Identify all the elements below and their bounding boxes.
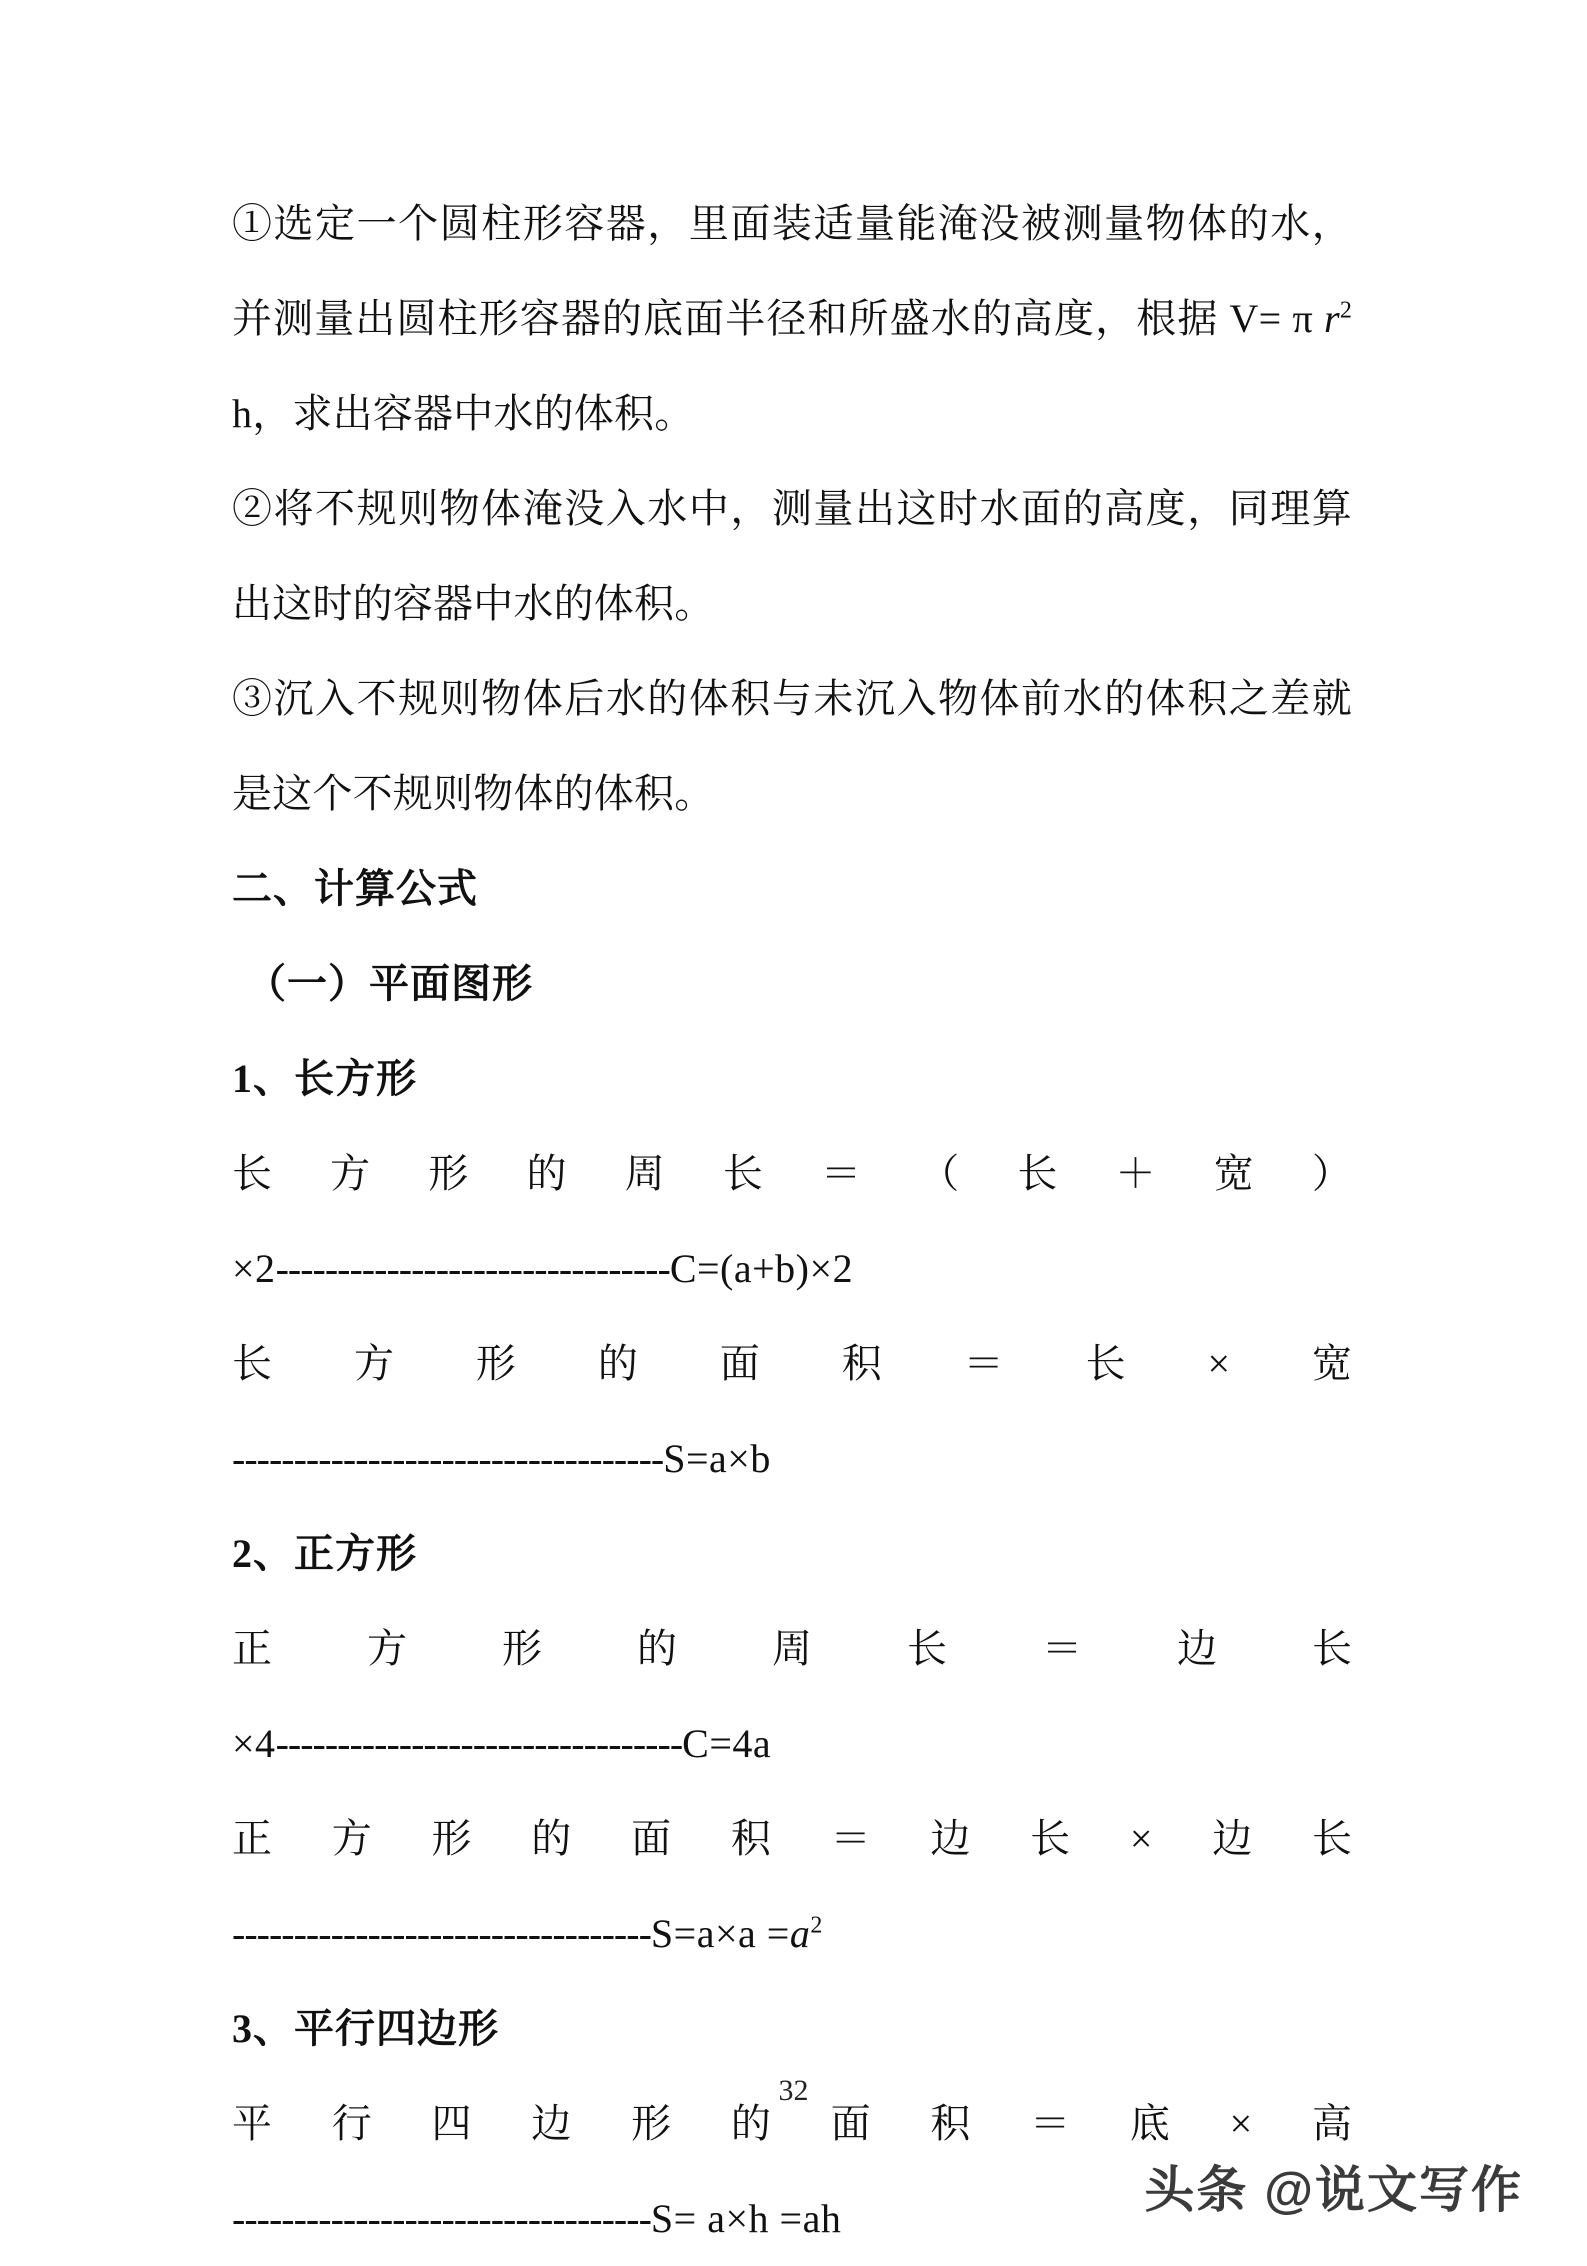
formula-char: 方 bbox=[330, 1151, 371, 1196]
rectangle-area-result: S=a×b bbox=[663, 1436, 771, 1481]
formula-char: 形 bbox=[431, 1816, 472, 1861]
formula-char: 长 bbox=[1030, 1816, 1071, 1861]
formula-char: × bbox=[1129, 1816, 1153, 1861]
formula-dash-leader: ---------------------------------- bbox=[232, 1911, 651, 1956]
formula-char: 的 bbox=[597, 1341, 638, 1386]
formula-char: × bbox=[1207, 1341, 1231, 1386]
formula-pi-symbol: π bbox=[1292, 296, 1313, 341]
formula-char: 周 bbox=[772, 1626, 812, 1671]
formula-char: 的 bbox=[637, 1626, 677, 1671]
square-perimeter-words bbox=[232, 1601, 1352, 1696]
formula-char: 的 bbox=[730, 2101, 771, 2146]
formula-char: 的 bbox=[526, 1151, 567, 1196]
formula-char: 行 bbox=[331, 2101, 372, 2146]
formula-char: 边 bbox=[1177, 1626, 1217, 1671]
formula-char: 宽 bbox=[1312, 1341, 1352, 1386]
formula-char: 积 bbox=[841, 1341, 882, 1386]
formula-char: 长 bbox=[722, 1151, 763, 1196]
formula-char: 长 bbox=[907, 1626, 947, 1671]
formula-char: 形 bbox=[502, 1626, 542, 1671]
formula-char: ＝ bbox=[1030, 2101, 1071, 2146]
formula-char: 长 bbox=[232, 1341, 272, 1386]
square-area-result-base: a bbox=[789, 1911, 811, 1956]
formula-char: 高 bbox=[1311, 2101, 1352, 2146]
shape-heading-parallelogram: 3、平行四边形 bbox=[232, 2006, 499, 2051]
formula-char: 的 bbox=[531, 1816, 572, 1861]
square-area-result-line bbox=[232, 1886, 1352, 1981]
formula-tail-prefix: ×2 bbox=[232, 1246, 276, 1291]
formula-char: 四 bbox=[431, 2101, 472, 2146]
formula-char: 积 bbox=[930, 2101, 971, 2146]
formula-char: 边 bbox=[531, 2101, 572, 2146]
method-step-1 bbox=[232, 176, 1352, 461]
method-step-3: ③沉入不规则物体后水的体积与未沉入物体前水的体积之差就是这个不规则物体的体积。 bbox=[232, 676, 1352, 816]
formula-char: 长 bbox=[1085, 1341, 1126, 1386]
formula-char: 方 bbox=[367, 1626, 407, 1671]
formula-char: 面 bbox=[719, 1341, 760, 1386]
formula-char: ） bbox=[1311, 1151, 1352, 1196]
formula-char: 方 bbox=[331, 1816, 372, 1861]
formula-char: 宽 bbox=[1213, 1151, 1254, 1196]
document-body bbox=[232, 176, 1352, 2266]
method-step-2: ②将不规则物体淹没入水中，测量出这时水面的高度，同理算出这时的容器中水的体积。 bbox=[232, 486, 1352, 626]
formula-char: 长 bbox=[1017, 1151, 1058, 1196]
square-area-result-exponent: 2 bbox=[810, 1912, 823, 1939]
formula-char: 积 bbox=[730, 1816, 771, 1861]
formula-dash-leader: ---------------------------------- bbox=[232, 2196, 651, 2241]
formula-radius-variable: r bbox=[1324, 296, 1340, 341]
watermark-toutiao: 头条 @说文写作 bbox=[1144, 2162, 1523, 2218]
rectangle-area-words bbox=[232, 1316, 1352, 1411]
square-perimeter-result-line bbox=[232, 1696, 1352, 1791]
formula-height-variable: h bbox=[232, 391, 253, 436]
formula-char: （ bbox=[919, 1151, 960, 1196]
rectangle-perimeter-result: C=(a+b)×2 bbox=[669, 1246, 854, 1291]
square-area-result: S=a×a = bbox=[650, 1911, 790, 1956]
formula-char: 平 bbox=[232, 2101, 272, 2146]
formula-char: 面 bbox=[830, 2101, 871, 2146]
formula-char: ＝ bbox=[963, 1341, 1004, 1386]
formula-char: 面 bbox=[631, 1816, 672, 1861]
formula-char: 长 bbox=[1312, 1626, 1352, 1671]
shape-heading-square: 2、正方形 bbox=[232, 1531, 417, 1576]
formula-char: 形 bbox=[631, 2101, 672, 2146]
formula-char: 长 bbox=[1311, 1816, 1352, 1861]
rectangle-perimeter-words bbox=[232, 1126, 1352, 1221]
formula-char: 方 bbox=[353, 1341, 394, 1386]
formula-char: ＋ bbox=[1115, 1151, 1156, 1196]
step-1-text-after-formula: ，求出容器中水的体积。 bbox=[252, 391, 695, 436]
formula-char: 形 bbox=[475, 1341, 516, 1386]
square-area-words bbox=[232, 1791, 1352, 1886]
formula-char: 边 bbox=[1212, 1816, 1253, 1861]
formula-char: ＝ bbox=[830, 1816, 871, 1861]
formula-exponent-two: 2 bbox=[1339, 297, 1353, 324]
formula-tail-prefix: ×4 bbox=[232, 1721, 276, 1766]
formula-dash-leader: -------------------------------- bbox=[275, 1246, 670, 1291]
formula-dash-leader: ----------------------------------- bbox=[232, 1436, 664, 1481]
rectangle-perimeter-result-line bbox=[232, 1221, 1352, 1316]
formula-char: 正 bbox=[232, 1626, 272, 1671]
formula-char: 周 bbox=[624, 1151, 665, 1196]
subsection-heading-plane-figures: （一）平面图形 bbox=[246, 961, 533, 1006]
formula-dash-leader: --------------------------------- bbox=[275, 1721, 683, 1766]
shape-heading-rectangle: 1、长方形 bbox=[232, 1056, 417, 1101]
formula-char: 边 bbox=[930, 1816, 971, 1861]
formula-char: ＝ bbox=[821, 1151, 862, 1196]
formula-char: 形 bbox=[428, 1151, 469, 1196]
parallelogram-area-result: S= a×h =ah bbox=[650, 2196, 842, 2241]
formula-char: 长 bbox=[232, 1151, 272, 1196]
step-1-text-before-formula: ①选定一个圆柱形容器，里面装适量能淹没被测量物体的水，并测量出圆柱形容器的底面半径和所盛水的高度，根据 bbox=[232, 201, 1352, 341]
formula-char: ＝ bbox=[1042, 1626, 1082, 1671]
page-number: 32 bbox=[778, 2074, 809, 2107]
formula-v-equals: V= bbox=[1229, 296, 1282, 341]
square-perimeter-result: C=4a bbox=[682, 1721, 772, 1766]
formula-char: 底 bbox=[1129, 2101, 1170, 2146]
section-heading-formulas: 二、计算公式 bbox=[232, 866, 478, 911]
formula-char: 正 bbox=[232, 1816, 272, 1861]
formula-char: × bbox=[1229, 2101, 1253, 2146]
rectangle-area-result-line bbox=[232, 1411, 1352, 1506]
